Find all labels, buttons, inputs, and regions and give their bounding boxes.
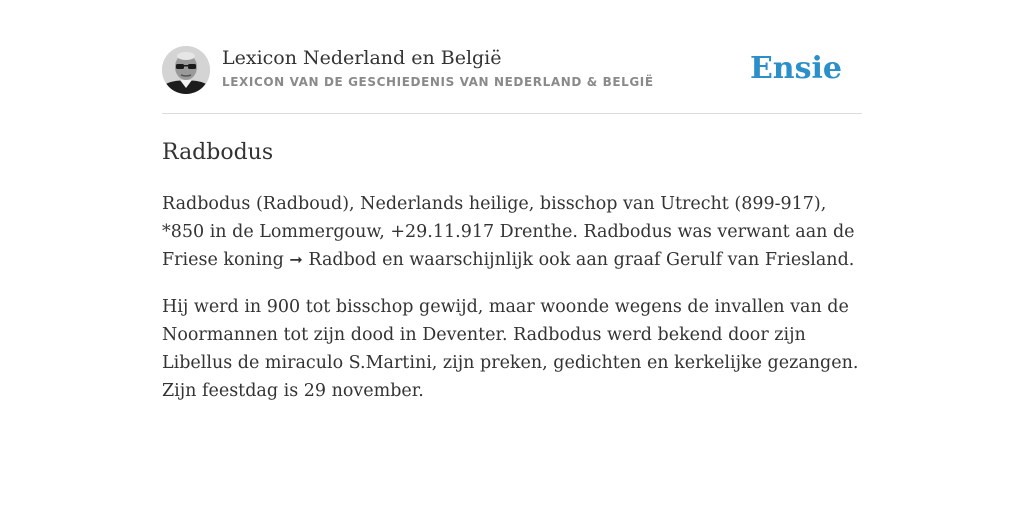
- avatar-portrait-icon: [162, 46, 210, 94]
- author-avatar[interactable]: [162, 46, 210, 94]
- site-title-link[interactable]: Lexicon Nederland en België: [222, 47, 502, 69]
- paragraph-text: en waarschijnlijk ook aan graaf Gerulf van Friesland.: [376, 250, 855, 270]
- arrow-right-icon: ➞: [289, 250, 303, 269]
- ensie-logo-link[interactable]: Ensie: [749, 51, 842, 86]
- article-title: Radbodus: [162, 140, 274, 165]
- radbod-link[interactable]: Radbod: [308, 250, 377, 270]
- article-paragraph: [162, 190, 862, 274]
- header: [162, 46, 862, 114]
- article-paragraph: Hij werd in 900 tot bisschop gewijd, maar woonde wegens de invallen van de Noormannen tot zijn dood in Deventer. Radbodus werd bekend door zijn Libellus de miraculo S.Martini, zijn preken, gedichten en kerkelijke gezangen. Zijn feestdag is 29 november.: [162, 297, 859, 401]
- paragraph-text: Radbodus (Radboud), Nederlands heilige, bisschop van Utrecht (899-917), *850 in de Lommergouw, +29.11.917 Drenthe. Radbodus was verwant aan de Friese koning: [162, 194, 855, 270]
- site-subtitle: LEXICON VAN DE GESCHIEDENIS VAN NEDERLAND & BELGIË: [222, 75, 654, 89]
- article-body: [162, 190, 862, 424]
